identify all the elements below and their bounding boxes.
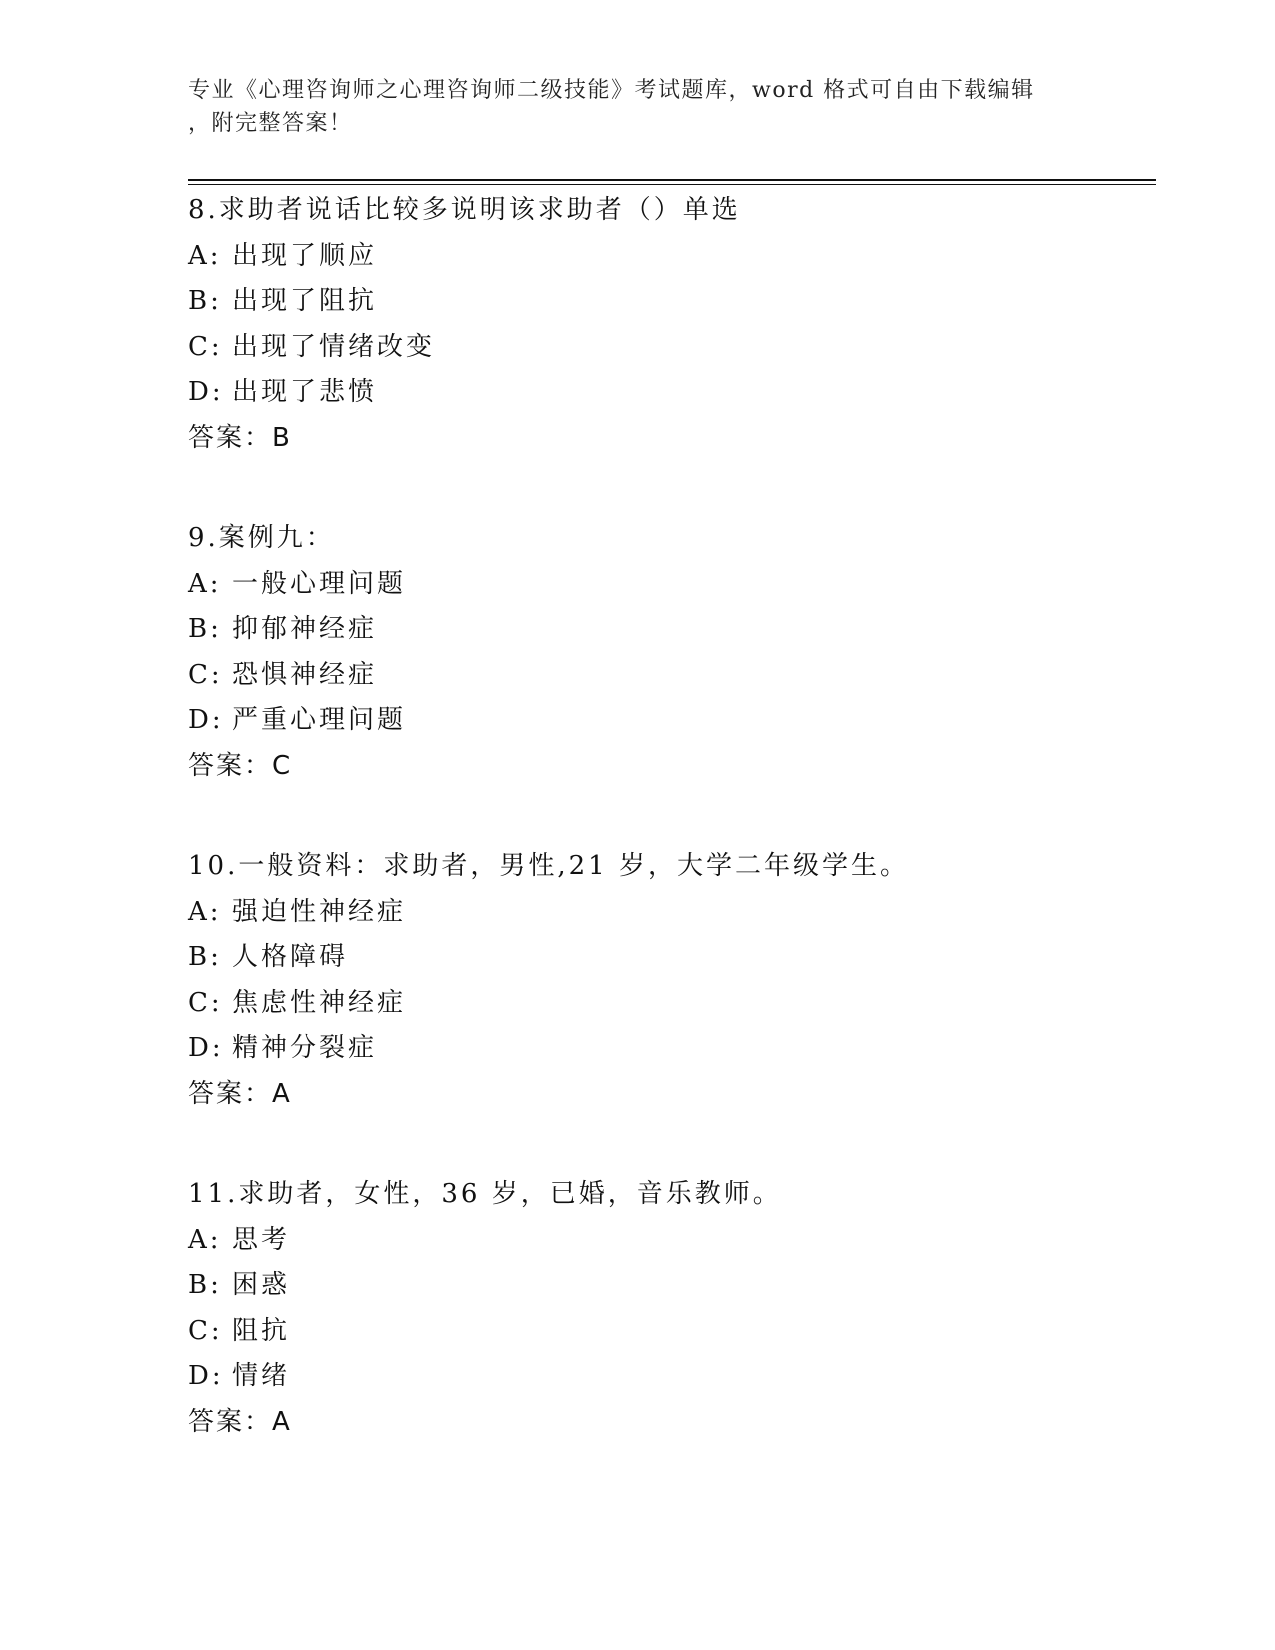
header-title-line: 专业《心理咨询师之心理咨询师二级技能》考试题库，word 格式可自由下载编辑 [188,78,1035,103]
question-item [188,516,1148,789]
answer-line: 答案：B [188,422,292,453]
question-list [188,188,1148,1500]
option-b [188,279,1148,325]
answer-line: 答案：A [188,1078,292,1109]
option-c [188,981,1148,1027]
question-stem: 11.求助者，女性，36 岁，已婚，音乐教师。 [188,1179,782,1209]
option-key: A: [188,568,222,599]
option-c [188,653,1148,699]
option-key: D: [188,377,224,407]
option-key: A: [188,1224,222,1255]
option-text: 出现了阻抗 [232,286,378,316]
option-key: C: [188,331,223,362]
question-stem: 10.一般资料：求助者，男性,21 岁，大学二年级学生。 [188,851,909,881]
option-text: 困惑 [232,1270,291,1300]
question-stem: 9.案例九： [188,523,335,553]
option-d [188,370,1148,416]
option-text: 人格障碍 [232,942,349,972]
option-key: C: [188,1315,223,1346]
option-key: B: [188,286,222,316]
question-item [188,844,1148,1117]
option-c [188,325,1148,371]
option-text: 出现了情绪改变 [232,331,436,362]
option-text: 情绪 [232,1361,291,1391]
option-text: 精神分裂症 [232,1033,378,1063]
option-b [188,1263,1148,1309]
answer-line: 答案：A [188,1406,292,1437]
option-key: B: [188,614,222,644]
option-key: C: [188,987,223,1018]
answer-line: 答案：C [188,750,293,781]
option-d [188,698,1148,744]
option-a [188,234,1148,280]
option-key: B: [188,942,222,972]
option-text: 出现了悲愤 [232,377,378,407]
option-b [188,607,1148,653]
option-text: 一般心理问题 [232,568,407,599]
option-text: 严重心理问题 [232,705,407,735]
option-text: 强迫性神经症 [232,896,407,927]
option-d [188,1354,1148,1400]
header-divider-thin [188,184,1156,185]
option-key: A: [188,240,222,271]
option-a [188,1218,1148,1264]
option-key: D: [188,1361,224,1391]
question-item [188,188,1148,461]
document-header [188,74,1088,140]
question-stem: 8.求助者说话比较多说明该求助者（）单选 [188,195,741,225]
header-subtitle-line: ，附完整答案！ [188,111,353,136]
option-d [188,1026,1148,1072]
option-key: A: [188,896,222,927]
option-key: D: [188,705,224,735]
option-text: 思考 [232,1224,291,1255]
option-text: 恐惧神经症 [232,659,378,690]
option-b [188,935,1148,981]
option-a [188,562,1148,608]
option-text: 阻抗 [232,1315,291,1346]
question-item [188,1172,1148,1445]
option-text: 抑郁神经症 [232,614,378,644]
option-key: B: [188,1270,222,1300]
option-key: D: [188,1033,224,1063]
option-text: 焦虑性神经症 [232,987,407,1018]
option-a [188,890,1148,936]
header-divider [188,179,1156,181]
option-c [188,1309,1148,1355]
option-key: C: [188,659,223,690]
option-text: 出现了顺应 [232,240,378,271]
